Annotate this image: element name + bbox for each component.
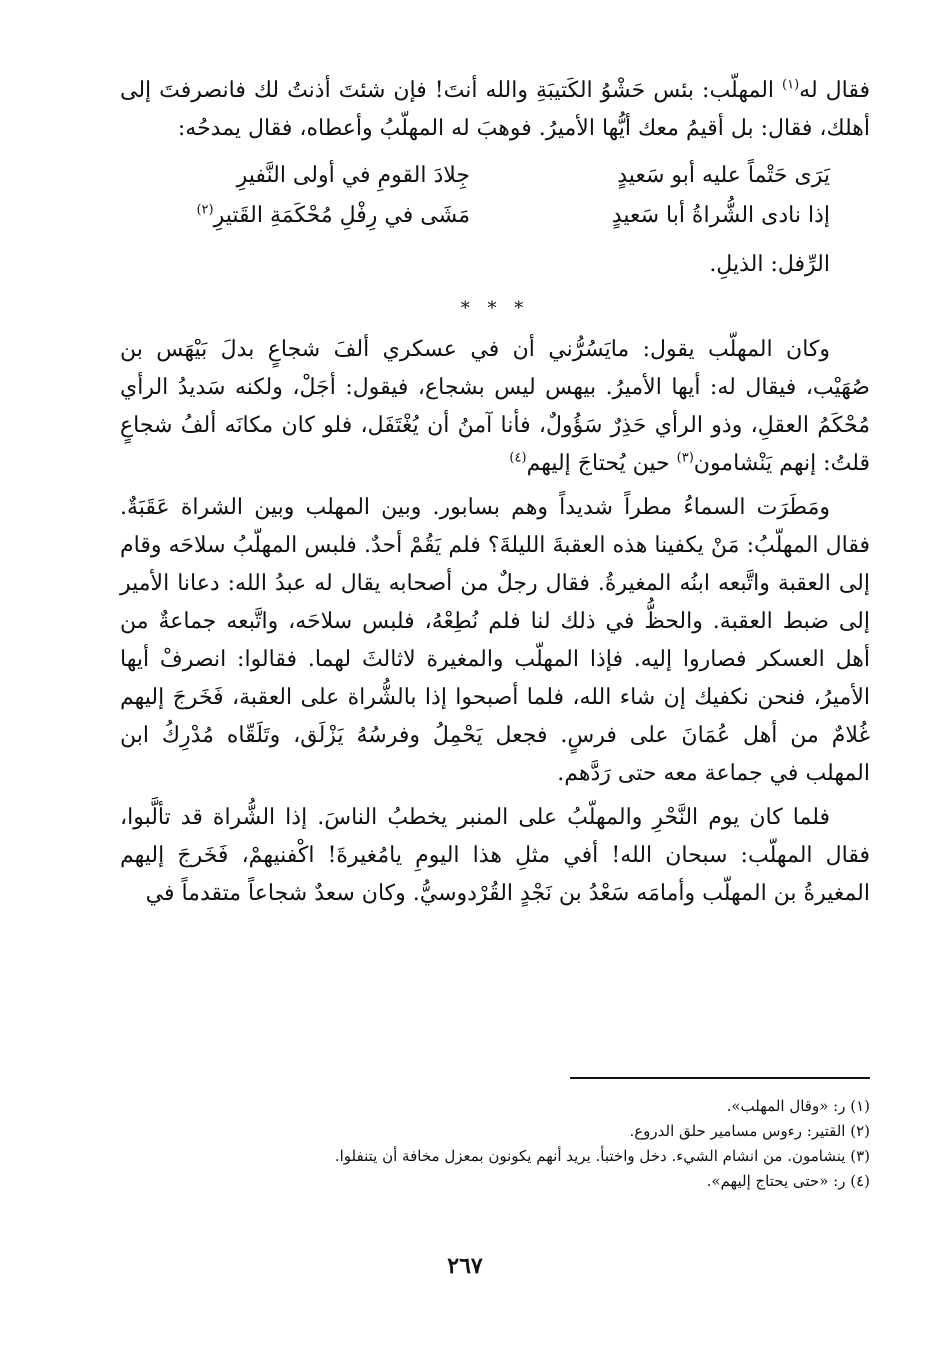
paragraph-2 xyxy=(120,331,870,483)
paragraph-2-text-b: حين يُحتاجَ إليهم xyxy=(526,451,677,476)
page-number: ٢٦٧ xyxy=(447,1253,483,1279)
poem xyxy=(120,156,870,236)
paragraph-1-text-b: المهلّب: بئس حَشْوُ الكَتيبَةِ والله أنتَ! فإن شئتَ أذنتُ لك فانصرفتَ إلى أهلك، فقال: بل أقيمُ معك أيُّها الأميرُ. فوهبَ له المهلّبُ وأعطاه، فقال يمدحُه: xyxy=(120,78,870,141)
footnote-ref-1: (١) xyxy=(782,77,800,93)
poem-verse-1-first-hemistich: يَرَى حَتْماً عليه أبو سَعيدٍ xyxy=(617,163,830,188)
paragraph-1 xyxy=(120,72,870,148)
footnote-ref-4: (٤) xyxy=(509,450,527,466)
paragraph-2-text-a: وكان المهلّب يقول: مايَسُرُّني أن في عسكري ألفَ شجاعٍ بدلَ بَيْهَس بن صُهَيْب، فيقال له: أيها الأميرُ. بيهس ليس بشجاع، فيقول: أجَلْ، ولكنه سَديدُ الرأي مُحْكَمُ العقلِ، وذو الرأي حَذِرٌ سَؤُولٌ، فأنا آمنُ أن يُغْتَفَل، فلو كان مكانَه ألفُ شجاعٍ قلتُ: إنهم يَنْشامون xyxy=(120,337,870,476)
footnotes xyxy=(120,1094,870,1194)
footnote-2: (٢) القتير: رءوس مسامير حلق الدروع. xyxy=(629,1122,870,1140)
footnote-divider xyxy=(570,1077,870,1079)
poem-verse-2-first-hemistich: إذا نادى الشُّراةُ أبا سَعيدٍ xyxy=(611,203,830,228)
footnote-3: (٣) ينشامون. من انشام الشيء. دخل واختبأ. يريد أنهم يكونون بمعزل مخافة أن يتنفلوا. xyxy=(334,1147,870,1165)
footnote-4: (٤) ر: «حتى يحتاج إليهم». xyxy=(706,1172,870,1190)
section-separator: * * * xyxy=(460,298,530,319)
footnote-1: (١) ر: «وقال المهلب». xyxy=(726,1097,870,1115)
page-body xyxy=(120,72,870,919)
poem-verse-1 xyxy=(120,156,870,196)
paragraph-3: ومَطَرَت السماءُ مطراً شديداً وهم بسابور. وبين المهلب وبين الشراة عَقَبَةٌ. فقال المهلّبُ: مَنْ يكفينا هذه العقبةَ الليلةَ؟ فلم يَقُمْ أحدٌ. فلبس المهلّبُ سلاحَه وقام إلى العقبة واتَّبعه ابنُه المغيرةُ. فقال رجلٌ من أصحابه يقال له عبدُ الله: دعانا الأمير إلى ضبط العقبة. والحظُّ في ذلك لنا فلم نُطِعْهُ، فلبس سلاحَه، واتَّبعه جماعةٌ من أهل العسكر فصاروا إليه. فإذا المهلّب والمغيرة لاثالثَ لهما. فقالوا: انصرفْ أيها الأميرُ، فنحن نكفيك إن شاء الله، فلما أصبحوا إذا بالشُّراة على العقبة، فَخَرجَ إليهم غُلامٌ من أهل عُمَانَ على فرسٍ. فجعل يَحْمِلُ وفرسُهُ يَزْلَق، وتَلَقّاه مُدْرِكُ ابن المهلب في جماعة معه حتى رَدَّهم. xyxy=(120,495,870,786)
paragraph-4: فلما كان يوم النَّحْرِ والمهلّبُ على المنبر يخطبُ الناسَ. إذا الشُّراة قد تألَّبوا، فقال المهلّب: سبحان الله! أفي مثلِ هذا اليومِ يامُغيرةَ! اكْفنيهمْ، فَخَرجَ إليهم المغيرةُ بن المهلّب وأمامَه سَعْدُ بن نَجْدٍ القُرْدوسيُّ. وكان سعدٌ شجاعاً متقدماً في xyxy=(120,805,870,906)
footnote-ref-2: (٢) xyxy=(196,202,214,218)
footnote-ref-3: (٣) xyxy=(676,450,694,466)
poem-verse-1-second-hemistich: جِلادَ القومِ في أولى النَّفيرِ xyxy=(236,163,470,188)
paragraph-1-text-a: فقال له xyxy=(799,78,870,103)
poem-verse-2-second-hemistich-wrap xyxy=(140,196,470,236)
poem-verse-2-second-hemistich: مَشَى في رِفْلِ مُحْكَمَةِ القَتيرِ xyxy=(213,203,470,228)
gloss-line: الرِّفل: الذيلِ. xyxy=(709,252,830,277)
poem-verse-2 xyxy=(120,196,870,236)
